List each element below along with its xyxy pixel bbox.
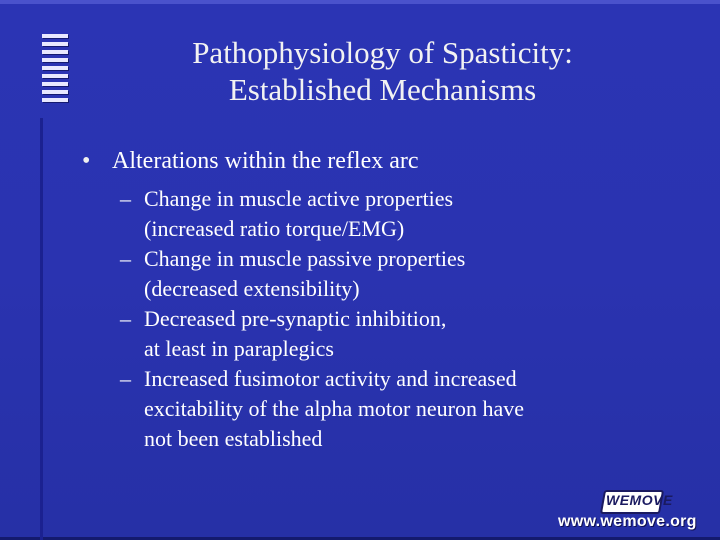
slide-top-border	[0, 0, 720, 4]
main-bullet	[80, 146, 680, 176]
slide-title-line-1: Pathophysiology of Spasticity:	[192, 35, 573, 70]
sub-bullet-item	[120, 184, 680, 244]
decorative-bar	[42, 42, 68, 46]
decorative-bar	[42, 58, 68, 62]
left-divider	[40, 118, 43, 540]
decorative-bar	[42, 82, 68, 86]
dash-icon: –	[120, 246, 131, 271]
sub-bullet-text: Change in muscle passive properties (decreased extensibility)	[144, 246, 466, 301]
sub-bullet-text: Change in muscle active properties (increased ratio torque/EMG)	[144, 186, 454, 241]
decorative-bar	[42, 66, 68, 70]
sub-bullet-text: Decreased pre-synaptic inhibition, at least in paraplegics	[144, 306, 447, 361]
bullet-icon: •	[82, 148, 91, 174]
decorative-bar	[42, 90, 68, 94]
sub-bullet-list	[120, 184, 680, 454]
slide-title-line-2: Established Mechanisms	[228, 72, 537, 107]
logo-wordmark: WEMOVE	[606, 492, 673, 508]
sub-bullet-item	[120, 244, 680, 304]
dash-icon: –	[120, 306, 131, 331]
decorative-bar	[42, 50, 68, 54]
logo-url: www.wemove.org	[558, 513, 697, 530]
wemove-logo	[552, 490, 716, 536]
decorative-bars-icon	[42, 34, 68, 106]
sub-bullet-item	[120, 304, 680, 364]
decorative-bar	[42, 34, 68, 38]
decorative-bar	[42, 74, 68, 78]
dash-icon: –	[120, 366, 131, 391]
slide-title	[90, 34, 675, 108]
slide-body	[80, 146, 680, 454]
dash-icon: –	[120, 186, 131, 211]
sub-bullet-item	[120, 364, 680, 454]
decorative-bar	[42, 98, 68, 102]
sub-bullet-text: Increased fusimotor activity and increased excitability of the alpha motor neuron have not been established	[144, 366, 524, 451]
main-bullet-text: Alterations within the reflex arc	[112, 148, 419, 174]
